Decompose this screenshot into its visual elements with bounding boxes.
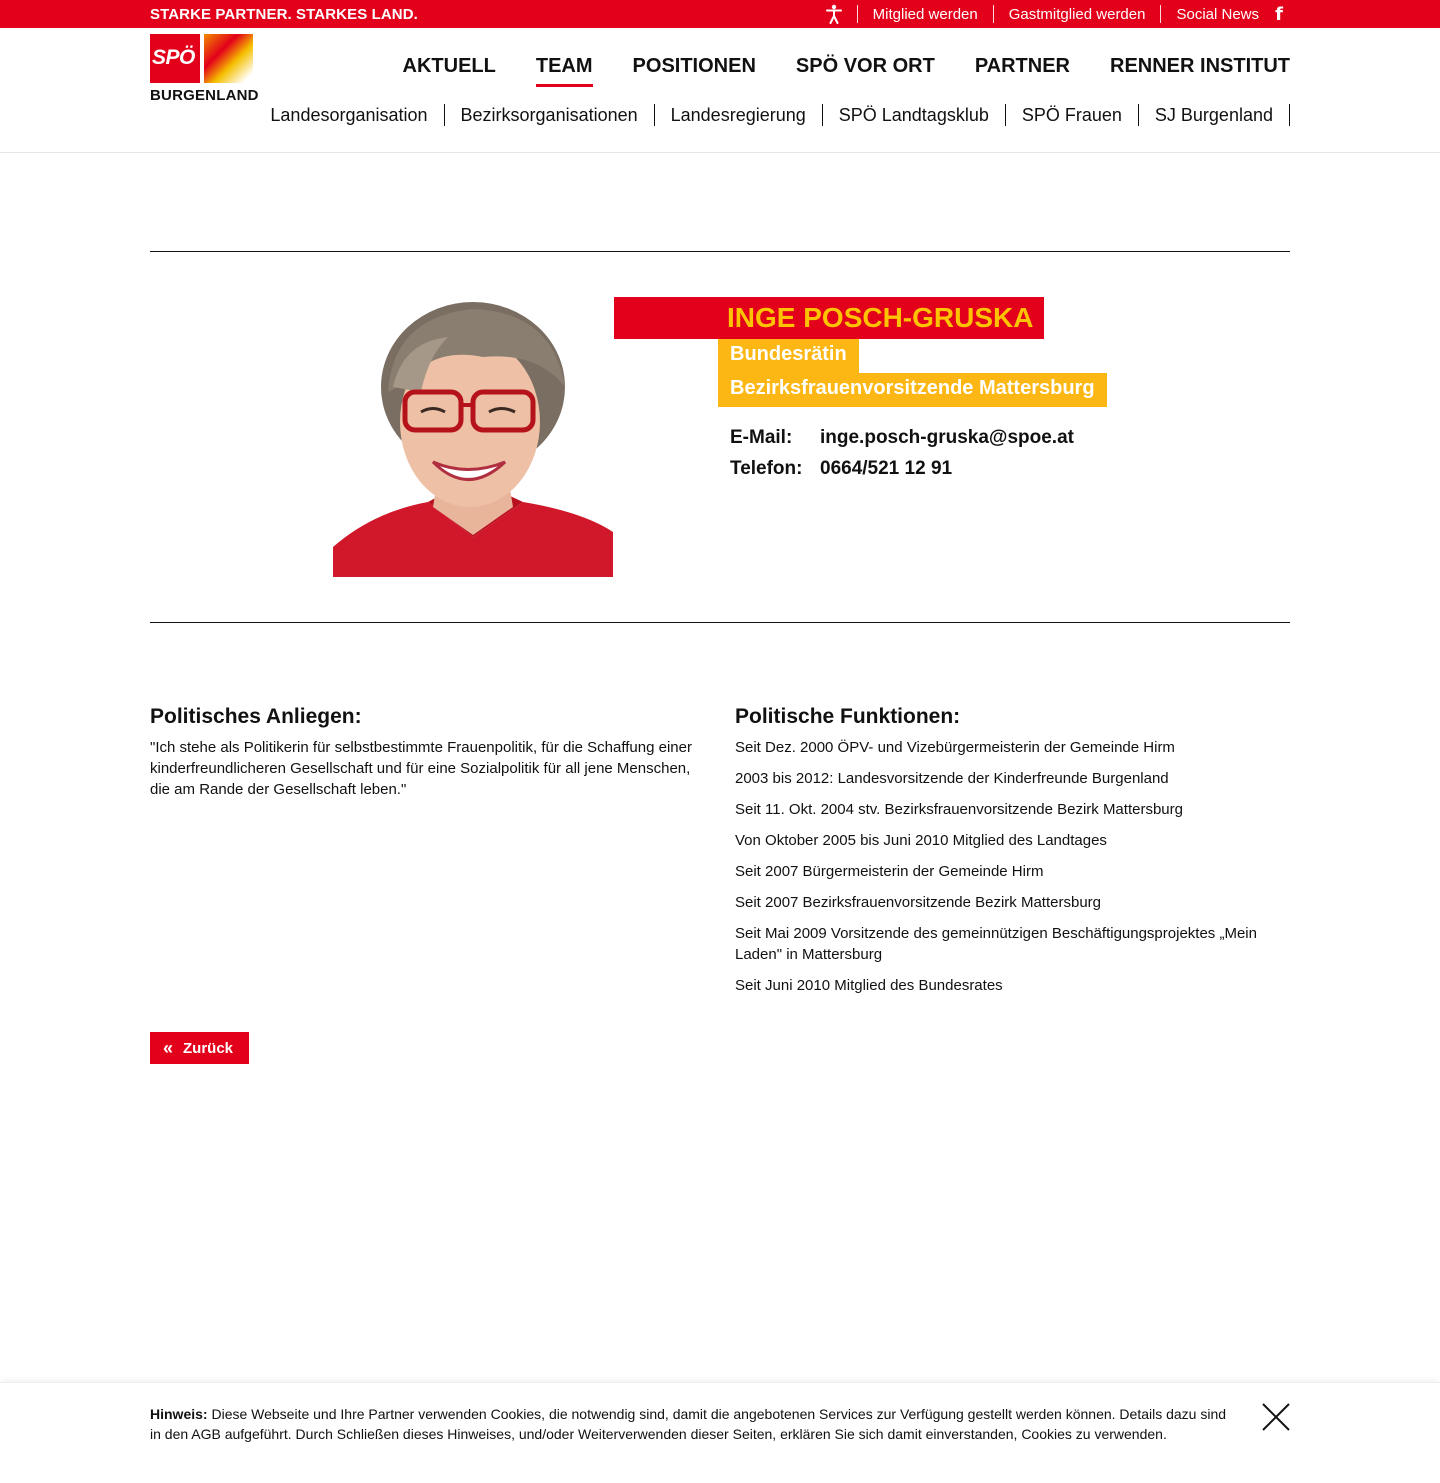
logo[interactable]: [150, 34, 259, 104]
phone-value: 0664/521 12 91: [820, 458, 953, 479]
function-item: Seit 2007 Bürgermeisterin der Gemeinde Hirm: [735, 863, 1044, 880]
slogan: STARKE PARTNER. STARKES LAND.: [150, 6, 418, 23]
section-heading: Politische Funktionen:: [735, 705, 961, 728]
close-icon[interactable]: [1260, 1401, 1292, 1433]
nav-positionen[interactable]: POSITIONEN: [632, 55, 756, 77]
facebook-icon[interactable]: f: [1275, 3, 1283, 25]
back-label: Zurück: [183, 1039, 234, 1057]
section-heading: Politisches Anliegen:: [150, 705, 362, 728]
phone-row: [730, 458, 952, 480]
guest-member-link[interactable]: Gastmitglied werden: [1008, 5, 1146, 23]
subnav-sj-burgenland[interactable]: SJ Burgenland: [1139, 104, 1290, 126]
header: [0, 28, 1440, 153]
name-banner: [614, 297, 1044, 339]
phone-label: Telefon:: [730, 458, 803, 479]
subnav-landtagsklub[interactable]: SPÖ Landtagsklub: [823, 104, 1006, 126]
portrait-photo: [333, 297, 613, 577]
subnav-landesorganisation[interactable]: Landesorganisation: [254, 104, 444, 126]
double-chevron-left-icon: «: [163, 1037, 174, 1058]
nav-team[interactable]: TEAM: [535, 55, 593, 77]
divider: [150, 251, 1290, 252]
role-badge: Bundesrätin: [718, 339, 859, 373]
function-item: 2003 bis 2012: Landesvorsitzende der Kinderfreunde Burgenland: [735, 770, 1169, 787]
divider: [993, 5, 994, 23]
logo-mark: [150, 34, 200, 83]
function-item: Seit 2007 Bezirksfrauenvorsitzende Bezirk Mattersburg: [735, 894, 1102, 911]
nav-renner-institut[interactable]: RENNER INSTITUT: [1110, 55, 1290, 77]
back-button[interactable]: [150, 1032, 249, 1064]
political-functions-section: [735, 705, 1275, 1006]
concern-text: "Ich stehe als Politikerin für selbstbestimmte Frauenpolitik, für die Schaffung einer kinderfreundlicheren Gesellschaft und für eine Sozialpolitik für all jene Menschen, die am Rande der Gesellschaft leben.": [150, 739, 692, 798]
divider: [1160, 5, 1161, 23]
cookie-banner: [0, 1382, 1440, 1483]
email-link[interactable]: inge.posch-gruska@spoe.at: [820, 427, 1074, 448]
role-badge: Bezirksfrauenvorsitzende Mattersburg: [718, 373, 1107, 407]
nav-aktuell[interactable]: AKTUELL: [402, 55, 496, 77]
function-item: Von Oktober 2005 bis Juni 2010 Mitglied des Landtages: [735, 832, 1107, 849]
nav-spoe-vor-ort[interactable]: SPÖ VOR ORT: [795, 55, 935, 77]
nav-partner[interactable]: PARTNER: [974, 55, 1070, 77]
logo-brand: SPÖ: [152, 46, 195, 69]
function-item: Seit Juni 2010 Mitglied des Bundesrates: [735, 977, 1003, 994]
email-label: E-Mail:: [730, 427, 793, 448]
top-bar: [0, 0, 1440, 28]
main-nav: [403, 55, 1290, 78]
political-concern-section: [150, 705, 700, 800]
function-item: Seit Dez. 2000 ÖPV- und Vizebürgermeisterin der Gemeinde Hirm: [735, 739, 1175, 756]
cookie-message: Diese Webseite und Ihre Partner verwenden Cookies, die notwendig sind, damit die angebotenen Services zur Verfügung gestellt werden können. Details dazu sind in den AGB aufgeführt. Durch Schließen dieses Hinweises, und/oder Weiterverwenden dieser Seiten, erklären Sie sich damit einverstanden, Cookies zu verwenden.: [150, 1406, 1227, 1442]
subnav-frauen[interactable]: SPÖ Frauen: [1006, 104, 1139, 126]
sub-nav: [254, 104, 1290, 126]
function-item: Seit 11. Okt. 2004 stv. Bezirksfrauenvorsitzende Bezirk Mattersburg: [735, 801, 1183, 818]
divider: [150, 622, 1290, 623]
subnav-landesregierung[interactable]: Landesregierung: [655, 104, 823, 126]
divider: [857, 5, 858, 23]
top-links: [819, 0, 1290, 28]
function-item: Seit Mai 2009 Vorsitzende des gemeinnützigen Beschäftigungsprojektes „Mein Laden" in Mattersburg: [735, 925, 1257, 963]
member-link[interactable]: Mitglied werden: [872, 5, 978, 23]
logo-region: BURGENLAND: [150, 87, 259, 104]
subnav-bezirksorganisationen[interactable]: Bezirksorganisationen: [445, 104, 655, 126]
social-news-link[interactable]: Social News: [1176, 5, 1259, 23]
accessibility-icon[interactable]: [819, 0, 849, 28]
cookie-text: [150, 1404, 1230, 1444]
person-name: INGE POSCH-GRUSKA: [727, 302, 1034, 333]
email-row: [730, 427, 1074, 449]
cookie-label: Hinweis:: [150, 1406, 208, 1422]
logo-gradient: [204, 34, 253, 83]
